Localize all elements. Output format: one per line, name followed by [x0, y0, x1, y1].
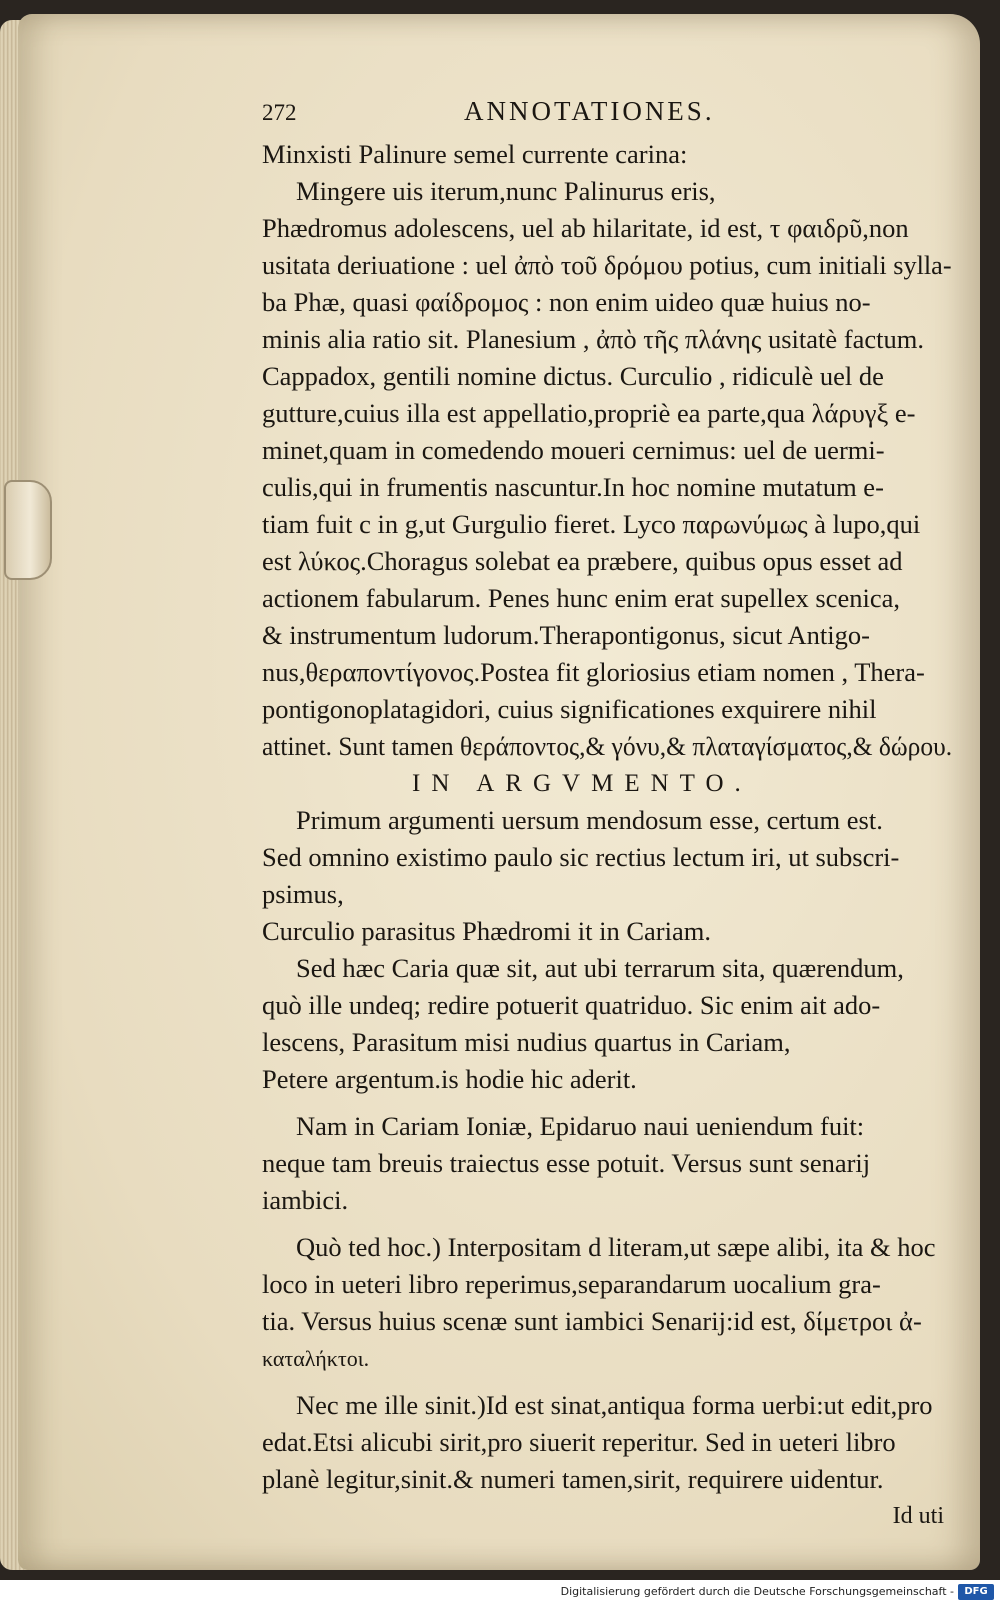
text-line: minet,quam in comedendo moueri cernimus: uel de uermi-	[262, 435, 885, 465]
text-line: culis,qui in frumentis nascuntur.In hoc nomine mutatum e-	[262, 472, 884, 502]
text-line: tia. Versus huius scenæ sunt iambici Senarij:id est, δίμετροι ἀ-	[262, 1306, 922, 1336]
text-line: minis alia ratio sit. Planesium , ἀπὸ τῆς πλάνης usitatè factum.	[262, 324, 924, 354]
text-line: neque tam breuis traiectus esse potuit. Versus sunt senarij	[262, 1148, 871, 1178]
running-title: ANNOTATIONES.	[464, 96, 715, 126]
text-line: gutture,cuius illa est appellatio,propriè ea parte,qua λάρυγξ e-	[262, 398, 916, 428]
text-line: nus,θεραποντίγονος.Postea fit gloriosius etiam nomen , Thera-	[262, 657, 925, 687]
text-line: Quò ted hoc.) Interpositam d literam,ut sæpe alibi, ita & hoc	[296, 1232, 936, 1262]
page-text	[262, 96, 952, 1535]
page-number: 272	[262, 100, 297, 125]
text-line: Nec me ille sinit.)Id est sinat,antiqua forma uerbi:ut edit,pro	[296, 1390, 933, 1420]
text-line: ba Phæ, quasi φαίδρομος : non enim uideo quæ huius no-	[262, 287, 871, 317]
text-line: Mingere uis iterum,nunc Palinurus eris,	[296, 176, 716, 206]
text-line: actionem fabularum. Penes hunc enim erat supellex scenica,	[262, 583, 900, 613]
footer-bar	[0, 1580, 1000, 1606]
page-clip	[4, 480, 52, 580]
spacer	[262, 1377, 952, 1387]
dfg-logo: DFG	[958, 1584, 994, 1600]
text-line: Nam in Cariam Ioniæ, Epidaruo naui ueniendum fuit:	[296, 1111, 865, 1141]
text-line: psimus,	[262, 879, 344, 909]
text-line: tiam fuit c in g,ut Gurgulio fieret. Lyco παρωνύμως à lupo,qui	[262, 509, 921, 539]
text-line: Curculio parasitus Phædromi it in Cariam.	[262, 916, 711, 946]
text-line: attinet. Sunt tamen θεράποντος,& γόνυ,& πλαταγίσματος,& δώρου.	[262, 731, 953, 761]
text-line: est λύκος.Choragus solebat ea præbere, quibus opus esset ad	[262, 546, 903, 576]
text-line: Sed hæc Caria quæ sit, aut ubi terrarum sita, quærendum,	[296, 953, 904, 983]
spacer	[262, 1098, 952, 1108]
text-line: quò ille undeq; redire potuerit quatriduo. Sic enim ait ado-	[262, 990, 881, 1020]
section-heading: IN ARGVMENTO.	[412, 770, 752, 797]
text-line: edat.Etsi alicubi sirit,pro siuerit reperitur. Sed in ueteri libro	[262, 1427, 896, 1457]
spacer	[262, 1219, 952, 1229]
funding-credit: Digitalisierung gefördert durch die Deutsche Forschungsgemeinschaft -	[560, 1585, 954, 1598]
text-line: pontigonoplatagidori, cuius significationes exquirere nihil	[262, 694, 877, 724]
text-line: planè legitur,sinit.& numeri tamen,sirit, requirere uidentur.	[262, 1464, 884, 1494]
text-line: Minxisti Palinure semel currente carina:	[262, 139, 688, 169]
text-line: iambici.	[262, 1185, 349, 1215]
text-line: καταλήκτοι.	[262, 1346, 370, 1371]
text-line: & instrumentum ludorum.Therapontigonus, sicut Antigo-	[262, 620, 870, 650]
catchword: Id uti	[892, 1503, 944, 1529]
text-line: Sed omnino existimo paulo sic rectius lectum iri, ut subscri-	[262, 842, 900, 872]
text-line: Primum argumenti uersum mendosum esse, certum est.	[296, 805, 883, 835]
text-line: usitata deriuatione : uel ἀπὸ τοῦ δρόμου potius, cum initiali sylla-	[262, 250, 952, 280]
text-line: Cappadox, gentili nomine dictus. Curculio , ridiculè uel de	[262, 361, 884, 391]
text-line: loco in ueteri libro reperimus,separandarum uocalium gra-	[262, 1269, 881, 1299]
running-head	[262, 96, 952, 136]
text-line: lescens, Parasitum misi nudius quartus in Cariam,	[262, 1027, 791, 1057]
text-line: Phædromus adolescens, uel ab hilaritate, id est, τ φαιδρῦ,non	[262, 213, 909, 243]
text-line: Petere argentum.is hodie hic aderit.	[262, 1064, 637, 1094]
